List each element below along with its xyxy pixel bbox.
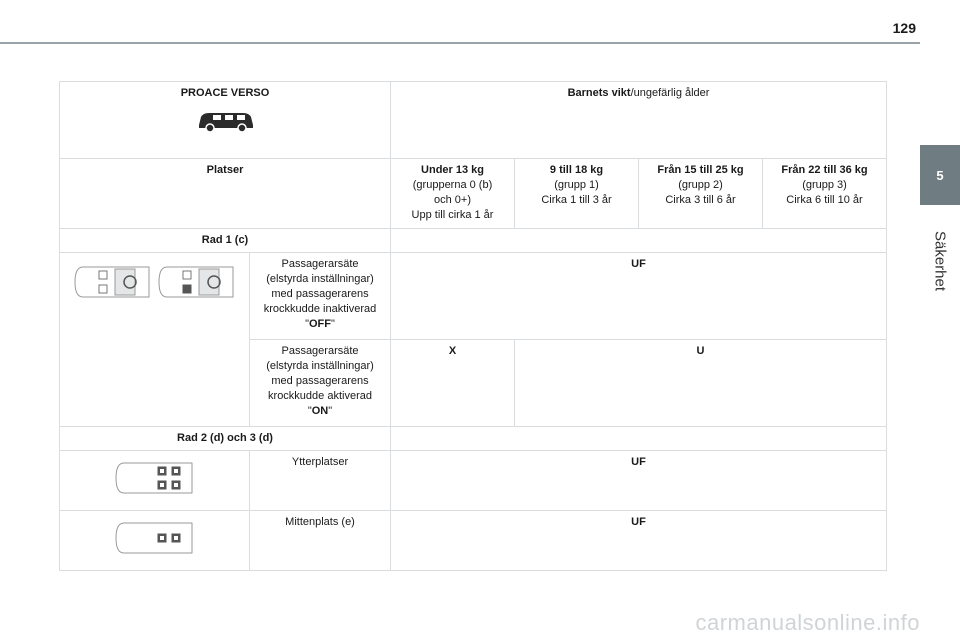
group-cell-3 — [763, 159, 887, 229]
center-seat-row — [60, 511, 887, 571]
weight-header-rest: /ungefärlig ålder — [630, 87, 710, 99]
groups-row — [60, 159, 887, 229]
group-title: Under 13 kg — [421, 164, 484, 176]
label-line: (elstyrda inställningar) — [266, 360, 374, 372]
group-line: (grupp 1) — [554, 179, 599, 191]
child-seat-table — [59, 81, 887, 571]
outer-seats-value: UF — [391, 451, 887, 511]
group-line: och 0+) — [434, 194, 472, 206]
group-line: Cirka 1 till 3 år — [541, 194, 612, 206]
row23-label: Rad 2 (d) och 3 (d) — [60, 427, 391, 451]
center-seat-label: Mittenplats (e) — [250, 511, 391, 571]
outer-seats-diagram — [60, 451, 250, 511]
group-line: (grupperna 0 (b) — [412, 179, 493, 191]
airbag-status — [254, 317, 386, 332]
label-line: krockkudde inaktiverad — [263, 303, 377, 315]
weight-header-bold: Barnets vikt — [567, 87, 631, 99]
label-line: Passagerarsäte — [281, 345, 359, 357]
status-value: OFF — [309, 318, 331, 330]
status-value: ON — [311, 405, 329, 417]
footer-brand: carmanualsonline.info — [695, 610, 920, 635]
label-line: (elstyrda inställningar) — [266, 273, 374, 285]
outer-seats-row — [60, 451, 887, 511]
rear-seat-center-icon — [114, 519, 196, 557]
center-seat-value: UF — [391, 511, 887, 571]
airbag-status — [254, 404, 386, 419]
chapter-tab[interactable]: 5 — [920, 145, 960, 205]
center-seat-diagram — [60, 511, 250, 571]
group-title: Från 15 till 25 kg — [657, 164, 744, 176]
outer-seats-label: Ytterplatser — [250, 451, 391, 511]
row1-header — [60, 229, 887, 253]
group-line: Cirka 3 till 6 år — [665, 194, 736, 206]
label-line: krockkudde aktiverad — [268, 390, 372, 402]
group-line: Upp till cirka 1 år — [411, 209, 494, 221]
passenger-on-value-group0: X — [391, 340, 515, 427]
quote: " — [305, 318, 309, 330]
front-seat-diagram-icon — [157, 263, 237, 301]
weight-header-cell — [391, 82, 887, 159]
front-seat-diagrams — [60, 253, 250, 427]
passenger-on-value-rest: U — [515, 340, 887, 427]
group-line: (grupp 2) — [678, 179, 723, 191]
row1-label: Rad 1 (c) — [60, 229, 391, 253]
passenger-off-label — [250, 253, 391, 340]
label-line: med passagerarens — [271, 288, 369, 300]
row23-empty — [391, 427, 887, 451]
quote: " — [328, 405, 333, 417]
quote: " — [331, 318, 335, 330]
group-cell-2 — [639, 159, 763, 229]
model-label: PROACE VERSO — [180, 87, 270, 99]
page-number: 129 — [892, 20, 916, 36]
group-line: (grupp 3) — [802, 179, 847, 191]
model-cell — [60, 82, 391, 159]
table-header-row — [60, 82, 887, 159]
quote: " — [307, 405, 312, 417]
group-line: Cirka 6 till 10 år — [786, 194, 863, 206]
label-line: med passagerarens — [271, 375, 369, 387]
group-title: Från 22 till 36 kg — [781, 164, 868, 176]
passenger-off-value: UF — [391, 253, 887, 340]
rear-seat-outer-icon — [114, 459, 196, 497]
passenger-off-row — [60, 253, 887, 340]
group-cell-0 — [391, 159, 515, 229]
group-cell-1 — [515, 159, 639, 229]
label-line: Passagerarsäte — [281, 258, 359, 270]
chapter-title — [920, 206, 960, 316]
header-rule — [0, 42, 920, 44]
front-seat-diagram-icon — [73, 263, 153, 301]
row1-empty — [391, 229, 887, 253]
seats-label: Platser — [60, 159, 391, 229]
van-icon — [195, 105, 255, 133]
row23-header — [60, 427, 887, 451]
passenger-on-label — [250, 340, 391, 427]
group-title: 9 till 18 kg — [549, 164, 604, 176]
chapter-title-text: Säkerhet — [931, 230, 949, 292]
